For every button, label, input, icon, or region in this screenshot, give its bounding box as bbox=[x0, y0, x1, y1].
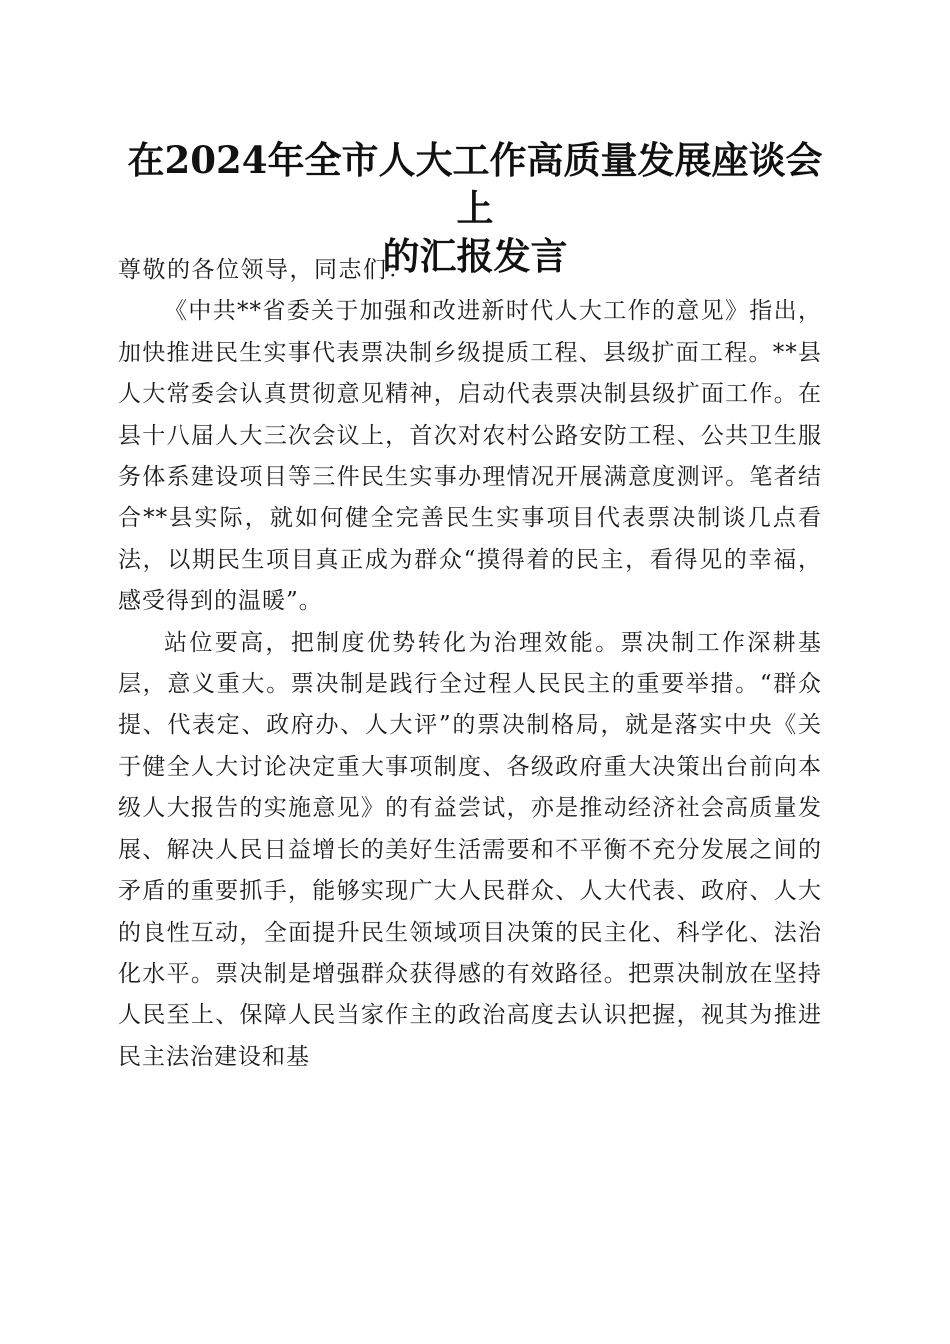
salutation: 尊敬的各位领导，同志们： bbox=[118, 257, 412, 283]
paragraph-position: 站位要高，把制度优势转化为治理效能。票决制工作深耕基层，意义重大。票决制是践行全过程人民民主的重要举措。“群众提、代表定、政府办、人大评”的票决制格局，就是落实中央《关于健全人大讨论决定重大事项制度、各级政府重大决策出台前向本级人大报告的实施意见》的有益尝试，亦是推动经济社会高质量发展、解决人民日益增长的美好生活需要和不平衡不充分发展之间的矛盾的重要抓手，能够实现广大人民群众、人大代表、政府、人大的良性互动，全面提升民生领域项目决策的民主化、科学化、法治化水平。票决制是增强群众获得感的有效路径。把票决制放在坚持人民至上、保障人民当家作主的政治高度去认识把握，视其为推进民主法治建设和基 bbox=[118, 629, 822, 1070]
document-body bbox=[118, 250, 822, 1078]
paragraph-intro: 《中共**省委关于加强和改进新时代人大工作的意见》指出，加快推进民生实事代表票决制乡级提质工程、县级扩面工程。**县人大常委会认真贯彻意见精神，启动代表票决制县级扩面工作。在县十八届人大三次会议上，首次对农村公路安防工程、公共卫生服务体系建设项目等三件民生实事办理情况开展满意度测评。笔者结合**县实际，就如何健全完善民生实事项目代表票决制谈几点看法，以期民生项目真正成为群众“摸得着的民主，看得见的幸福，感受得到的温暖”。 bbox=[118, 298, 822, 615]
title-line-1: 在2024年全市人大工作高质量发展座谈会上 bbox=[127, 138, 823, 230]
title-line-2: 的汇报发言 bbox=[382, 234, 568, 278]
